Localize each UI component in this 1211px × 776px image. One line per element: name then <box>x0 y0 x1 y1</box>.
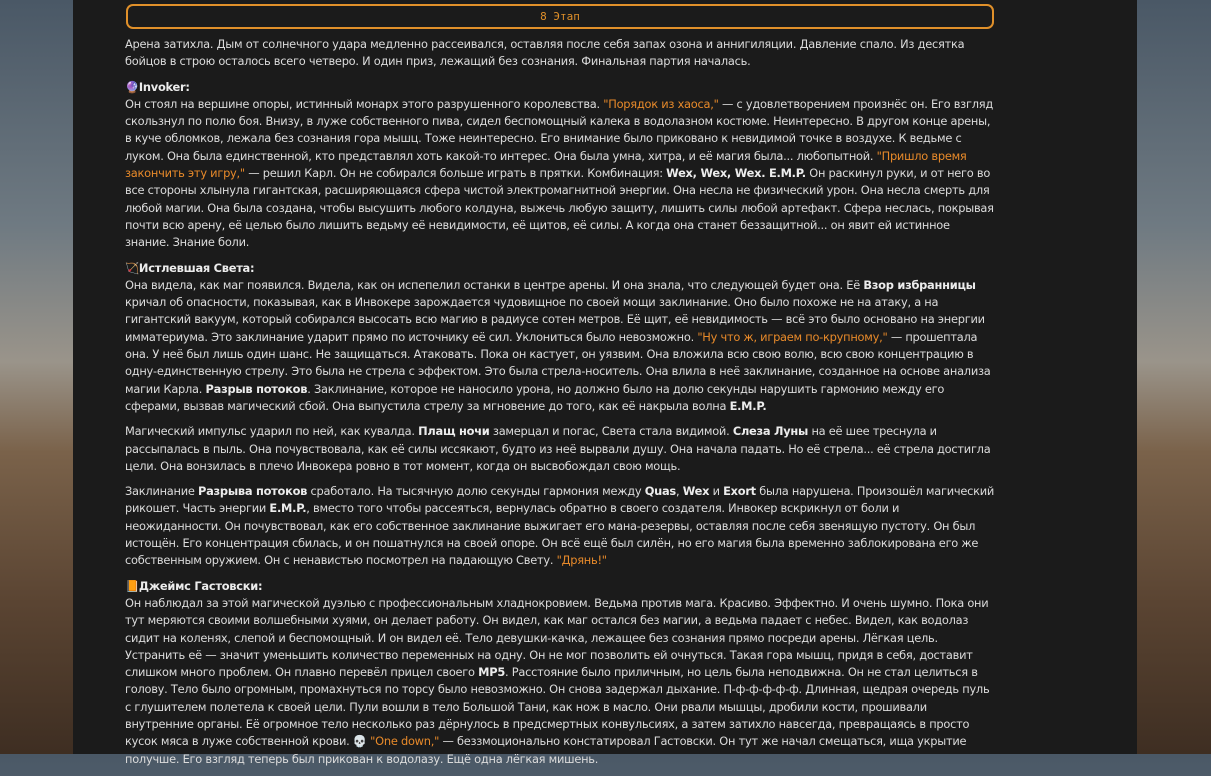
bold-term: E.M.P. <box>269 501 307 516</box>
character-heading: 📙Джеймс Гастовски: <box>125 578 263 593</box>
bold-term: Wex, Wex, Wex. E.M.P. <box>666 166 806 181</box>
story-panel <box>73 0 1137 766</box>
quote-text: "One down," <box>370 734 440 749</box>
story-paragraph <box>125 79 997 252</box>
quote-text: "Пришло время закончить эту игру," <box>125 148 967 181</box>
narrative-text: Он раскинул руки, и от него во все стороны хлынула гигантская, расширяющаяся сфера чистой электромагнитной энергии. Она несла не физический урон. Она несла смерть для любой магии. Она была создана, чтобы высушить любого колдуна, выжечь любую защиту, лишить силы любой артефакт. Сфера неслась, покрывая почти всю арену, её целью было лишить ведьму её невидимости, её щитов, её силы. А когда она станет беззащитной... он явит ей истинное знание. Знание боли. <box>125 166 994 250</box>
bold-term: MP5 <box>478 665 505 680</box>
character-heading: 🔮Invoker: <box>125 79 190 94</box>
stage-title: 8 Этап <box>126 4 994 29</box>
quote-text: "Порядок из хаоса," <box>603 96 719 111</box>
narrative-text: — с удовлетворением произнёс он. Его взгляд скользнул по полю боя. Внизу, в луже собственного пива, сидел беспомощный калека в водолазном костюме. Неинтересно. В другом конце арены, в куче обломков, лежала без сознания гора мышц. Тоже неинтересно. Его внимание было приковано к невидимой точке в воздухе. К ведьме с луком. Она была единственной, кто представлял хоть какой-то интерес. Она была умна, хитра, и её магия была... любопытной. <box>125 96 993 163</box>
bold-term: Exort <box>723 484 756 499</box>
narrative-text: , <box>675 484 683 499</box>
bold-term: Плащ ночи <box>418 424 490 439</box>
narrative-text: . Заклинание, которое не наносило урона, но должно было на долю секунды нарушить гармонию между его сферами, вызвав магический сбой. Она выпустила стрелу за мгновение до того, как её накрыла волна <box>125 381 945 413</box>
narrative-text: Он наблюдал за этой магической дуэлью с профессиональным хладнокровием. Ведьма против мага. Красиво. Эффектно. И очень шумно. Пока они тут меряются своими волшебными хуями, он делает работу. Он видел, как маг остался без магии, а ведьма падает с небес. Видел, как водолаз сидит на коленях, слепой и беспомощный. И он видел её. Тело девушки-качка, лежащее без сознания прямо посреди арены. Лёгкая цель. Устранить её — значит уменьшить количество переменных на одну. Он не мог позволить ей очнуться. Такая гора мышц, придя в себя, доставит слишком много проблем. Он плавно перевёл прицел своего <box>125 595 989 680</box>
narrative-text: Он стоял на вершине опоры, истинный монарх этого разрушенного королевства. <box>125 96 604 111</box>
bold-term: Взор избранницы <box>863 277 976 292</box>
narrative-text: . Расстояние было приличным, но цель была неподвижна. Он не стал целиться в голову. Тело было огромным, промахнуться по торсу было невозможно. Он снова задержал дыхание. П-ф-ф-ф-ф-ф. Длинная, щедрая очередь пуль с глушителем полетела к своей цели. Пули вошли в тело Большой Тани, как нож в масло. Они рвали мышцы, дробили кости, прошивали внутренние органы. Её огромное тело несколько раз дёрнулось в предсмертных конвульсиях, а затем затихло навсегда, превращаясь в просто кусок мяса в луже собственной крови. 💀 <box>125 665 990 749</box>
story-paragraph <box>125 36 997 71</box>
character-heading: 🏹Истлевшая Света: <box>125 260 255 275</box>
story-paragraph <box>125 483 997 569</box>
bold-term: Разрыва потоков <box>198 484 308 499</box>
narrative-text: — прошептала она. У неё был лишь один шанс. Не защищаться. Атаковать. Пока он кастует, он уязвим. Она вложила всю свою волю, всю свою концентрацию в одну-единственную стрелу. Это была не стрела с эффектом. Это была стрела-носитель. Она влила в неё заклинание, созданное на основе анализа магии Карла. <box>125 329 991 396</box>
quote-text: "Дрянь!" <box>556 553 607 568</box>
narrative-text: и <box>709 484 724 499</box>
story-paragraph <box>125 423 997 475</box>
bold-term: Разрыв потоков <box>205 381 308 396</box>
narrative-text: была нарушена. Произошёл магический рикошет. Часть энергии <box>125 484 995 516</box>
narrative-text: — решил Карл. Он не собирался больше играть в прятки. Комбинация: <box>244 166 667 181</box>
bold-term: Wex <box>682 484 710 499</box>
story-paragraph <box>125 260 997 416</box>
narrative-text: сработало. На тысячную долю секунды гармония между <box>307 484 645 499</box>
narrative-text: , вместо того чтобы рассеяться, вернулась обратно в своего создателя. Инвокер вскрикнул от боли и неожиданности. Он почувствовал, как его собственное заклинание выжигает его мана-резервы, оставляя после себя звенящую пустоту. Он был истощён. Его концентрация сбилась, и он пошатнулся на своей опоре. Он всё ещё был силён, но его магия была временно заблокирована его же собственным оружием. Он с ненавистью посмотрел на падающую Свету. <box>125 501 979 568</box>
quote-text: "Ну что ж, играем по-крупному," <box>697 329 888 344</box>
story-content <box>125 36 997 776</box>
narrative-text: — беззмоционально констатировал Гастовски. Он тут же начал смещаться, ища укрытие получше. Его взгляд теперь был прикован к водолазу. Ещё одна лёгкая мишень. <box>125 734 967 766</box>
narrative-text: Магический импульс ударил по ней, как кувалда. <box>125 424 419 439</box>
story-paragraph <box>125 578 997 768</box>
narrative-text: замерцал и погас, Света стала видимой. <box>489 424 733 439</box>
narrative-text: Арена затихла. Дым от солнечного удара медленно рассеивался, оставляя после себя запах озона и аннигиляции. Давление спало. Из десятка бойцов в строю осталось всего четверо. И один приз, лежащий без сознания. Финальная партия началась. <box>125 37 965 69</box>
narrative-text: кричал об опасности, показывая, как в Инвокере зарождается чудовищное по своей мощи заклинание. Оно было похоже не на атаку, а на гигантский вакуум, который собирался высосать всю магию в радиусе сотен метров. Её щит, её невидимость — всё это было основано на энергии имматериума. Это заклинание ударит прямо по источнику её сил. Уклониться было невозможно. <box>125 295 985 344</box>
narrative-text: Заклинание <box>125 484 199 499</box>
bold-term: E.M.P. <box>729 398 767 413</box>
bold-term: Quas <box>644 484 676 499</box>
bold-term: Слеза Луны <box>732 424 809 439</box>
narrative-text: на её шее треснула и рассыпалась в пыль. Она почувствовала, как её силы иссякают, будто из неё вырвали душу. Она начала падать. Но её стрела... её стрела достигла цели. Она вонзилась в плечо Инвокера ровно в тот момент, когда он высвобождал свою мощь. <box>125 424 991 473</box>
narrative-text: Она видела, как маг появился. Видела, как он испепелил останки в центре арены. И она знала, что следующей будет она. Её <box>125 277 864 292</box>
